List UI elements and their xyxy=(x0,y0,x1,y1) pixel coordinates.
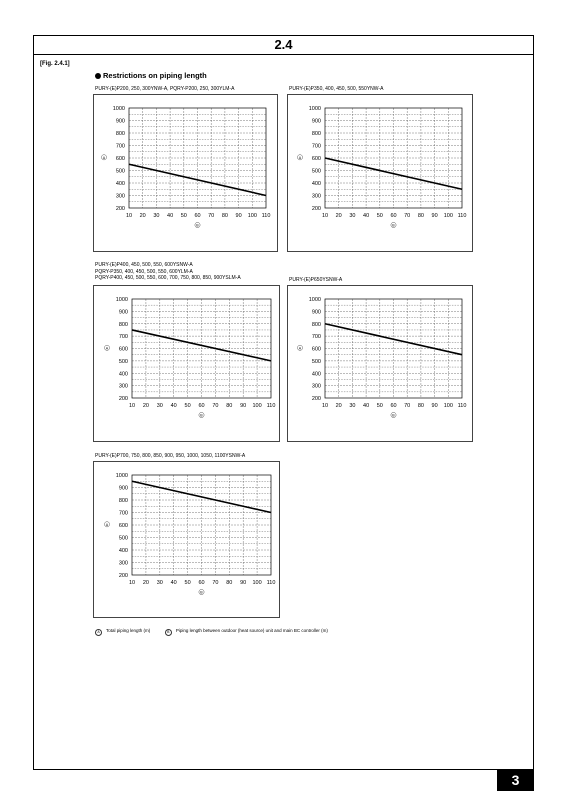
x-tick-label: 40 xyxy=(167,213,174,219)
y-tick-label: 700 xyxy=(115,143,125,150)
y-tick-label: 900 xyxy=(311,118,321,125)
x-tick-label: 100 xyxy=(247,213,257,219)
x-axis-label: B xyxy=(200,590,203,595)
x-tick-label: 20 xyxy=(139,213,146,219)
y-tick-label: 900 xyxy=(118,309,128,316)
y-tick-label: 800 xyxy=(115,131,125,137)
y-tick-label: 500 xyxy=(118,535,128,542)
x-tick-label: 50 xyxy=(376,403,383,409)
chart-3-caption-line-1: PURY-(E)P400, 450, 500, 550, 600YSNW-A xyxy=(95,262,193,268)
y-tick-label: 1000 xyxy=(115,297,128,303)
x-tick-label: 40 xyxy=(170,403,177,409)
y-tick-label: 200 xyxy=(118,396,128,402)
x-tick-label: 60 xyxy=(194,213,201,219)
y-tick-label: 400 xyxy=(118,371,128,378)
x-tick-label: 20 xyxy=(142,580,149,586)
y-tick-label: 400 xyxy=(311,181,321,187)
y-tick-label: 200 xyxy=(115,206,125,212)
y-tick-label: 300 xyxy=(118,383,128,390)
x-tick-label: 70 xyxy=(208,213,215,219)
x-tick-label: 30 xyxy=(156,403,163,409)
y-tick-label: 900 xyxy=(118,485,128,492)
y-tick-label: 200 xyxy=(311,396,321,402)
y-tick-label: 400 xyxy=(311,371,321,378)
section-title: Restrictions on piping length xyxy=(103,71,207,80)
y-tick-label: 1000 xyxy=(115,473,128,479)
legend-a-text: Total piping length (m) xyxy=(106,628,151,633)
y-tick-label: 300 xyxy=(118,560,128,567)
x-tick-label: 40 xyxy=(170,580,177,586)
y-tick-label: 500 xyxy=(311,168,321,175)
x-tick-label: 100 xyxy=(252,580,262,586)
y-tick-label: 500 xyxy=(311,358,321,365)
y-tick-label: 1000 xyxy=(112,106,125,112)
x-tick-label: 20 xyxy=(335,213,342,219)
x-tick-label: 10 xyxy=(321,403,329,409)
x-tick-label: 100 xyxy=(443,403,453,409)
x-tick-label: 20 xyxy=(142,403,149,409)
x-axis-label: B xyxy=(392,223,395,228)
x-tick-label: 50 xyxy=(184,403,191,409)
y-axis-label: A xyxy=(105,523,109,527)
x-tick-label: 50 xyxy=(184,580,191,586)
x-tick-label: 10 xyxy=(128,580,136,586)
y-tick-label: 800 xyxy=(311,131,321,137)
x-tick-label: 80 xyxy=(226,580,233,586)
x-tick-label: 20 xyxy=(335,403,342,409)
y-tick-label: 900 xyxy=(311,309,321,316)
x-tick-label: 90 xyxy=(240,403,247,409)
y-tick-label: 800 xyxy=(118,498,128,504)
y-tick-label: 200 xyxy=(311,206,321,212)
x-tick-label: 100 xyxy=(443,213,453,219)
y-tick-label: 700 xyxy=(118,334,128,341)
y-tick-label: 300 xyxy=(311,383,321,390)
y-tick-label: 600 xyxy=(115,156,125,162)
x-tick-label: 80 xyxy=(226,403,233,409)
x-tick-label: 100 xyxy=(252,403,262,409)
x-tick-label: 60 xyxy=(390,213,397,219)
y-tick-label: 500 xyxy=(115,168,125,175)
x-tick-label: 30 xyxy=(153,213,160,219)
x-tick-label: 90 xyxy=(431,213,438,219)
y-axis-label: A xyxy=(105,346,109,351)
x-tick-label: 30 xyxy=(156,580,163,586)
y-tick-label: 300 xyxy=(115,193,125,200)
x-tick-label: 80 xyxy=(221,213,228,219)
x-tick-label: 60 xyxy=(390,403,397,409)
y-tick-label: 300 xyxy=(311,193,321,200)
y-tick-label: 400 xyxy=(118,548,128,554)
y-tick-label: 700 xyxy=(311,334,321,341)
chart-3-caption-line-2: PQRY-P350, 400, 450, 500, 550, 600YLM-A xyxy=(95,268,193,275)
x-tick-label: 110 xyxy=(266,403,276,409)
x-tick-label: 90 xyxy=(235,213,242,219)
figure-label: [Fig. 2.4.1] xyxy=(40,61,70,67)
y-tick-label: 600 xyxy=(118,523,128,529)
x-tick-label: 110 xyxy=(261,213,271,219)
y-tick-label: 900 xyxy=(115,118,125,125)
y-tick-label: 600 xyxy=(118,346,128,353)
x-tick-label: 70 xyxy=(404,213,411,219)
y-tick-label: 200 xyxy=(118,573,128,579)
y-tick-label: 700 xyxy=(311,143,321,150)
x-tick-label: 60 xyxy=(198,403,205,409)
chart-2-caption-line: PURY-(E)P350, 400, 450, 500, 550YNW-A xyxy=(289,86,384,92)
x-tick-label: 60 xyxy=(198,580,205,586)
y-tick-label: 800 xyxy=(311,321,321,328)
x-tick-label: 90 xyxy=(431,403,438,409)
legend-a-marker: A xyxy=(95,629,102,636)
x-tick-label: 10 xyxy=(125,213,133,219)
x-tick-label: 50 xyxy=(376,213,383,219)
legend-b-text: Piping length between outdoor (heat source) unit and main BC controller (m) xyxy=(175,628,328,633)
x-tick-label: 110 xyxy=(457,213,467,219)
x-tick-label: 70 xyxy=(404,403,411,409)
x-axis-label: B xyxy=(392,413,395,418)
x-tick-label: 70 xyxy=(212,580,219,586)
x-tick-label: 30 xyxy=(349,403,356,409)
x-tick-label: 10 xyxy=(321,213,329,219)
x-axis-label: B xyxy=(196,223,199,228)
chart-3-caption-line-3: PQRY-P400, 450, 500, 550, 600, 700, 750, 800, 850, 900YSLM-A xyxy=(95,275,241,281)
x-axis-label: B xyxy=(200,413,203,418)
x-tick-label: 80 xyxy=(417,403,424,409)
chart-1-caption-line: PURY-(E)P200, 250, 300YNW-A, PQRY-P200, 250, 300YLM-A xyxy=(95,86,235,92)
x-tick-label: 40 xyxy=(363,213,370,219)
chart-5-caption-line: PURY-(E)P700, 750, 800, 850, 900, 950, 1000, 1050, 1100YSNW-A xyxy=(95,453,246,459)
x-tick-label: 40 xyxy=(363,403,370,409)
x-tick-label: 110 xyxy=(457,403,467,409)
section-number: 2.4 xyxy=(274,37,293,52)
y-axis-label: A xyxy=(298,346,302,351)
y-tick-label: 800 xyxy=(118,321,128,328)
x-tick-label: 10 xyxy=(128,403,136,409)
legend-b-marker: B xyxy=(165,629,172,636)
y-tick-label: 1000 xyxy=(308,106,321,112)
x-tick-label: 30 xyxy=(349,213,356,219)
page-number: 3 xyxy=(497,770,534,791)
x-tick-label: 80 xyxy=(417,213,424,219)
chart-4-caption-line: PURY-(E)P650YSNW-A xyxy=(289,277,343,283)
x-tick-label: 90 xyxy=(240,580,247,586)
x-tick-label: 50 xyxy=(180,213,187,219)
y-tick-label: 700 xyxy=(118,510,128,517)
y-tick-label: 500 xyxy=(118,358,128,365)
y-axis-label: A xyxy=(298,156,302,160)
x-tick-label: 110 xyxy=(266,580,276,586)
y-tick-label: 600 xyxy=(311,346,321,353)
y-tick-label: 1000 xyxy=(308,297,321,303)
y-tick-label: 400 xyxy=(115,181,125,187)
y-axis-label: A xyxy=(102,156,106,160)
x-tick-label: 70 xyxy=(212,403,219,409)
legend xyxy=(95,628,328,636)
y-tick-label: 600 xyxy=(311,156,321,162)
